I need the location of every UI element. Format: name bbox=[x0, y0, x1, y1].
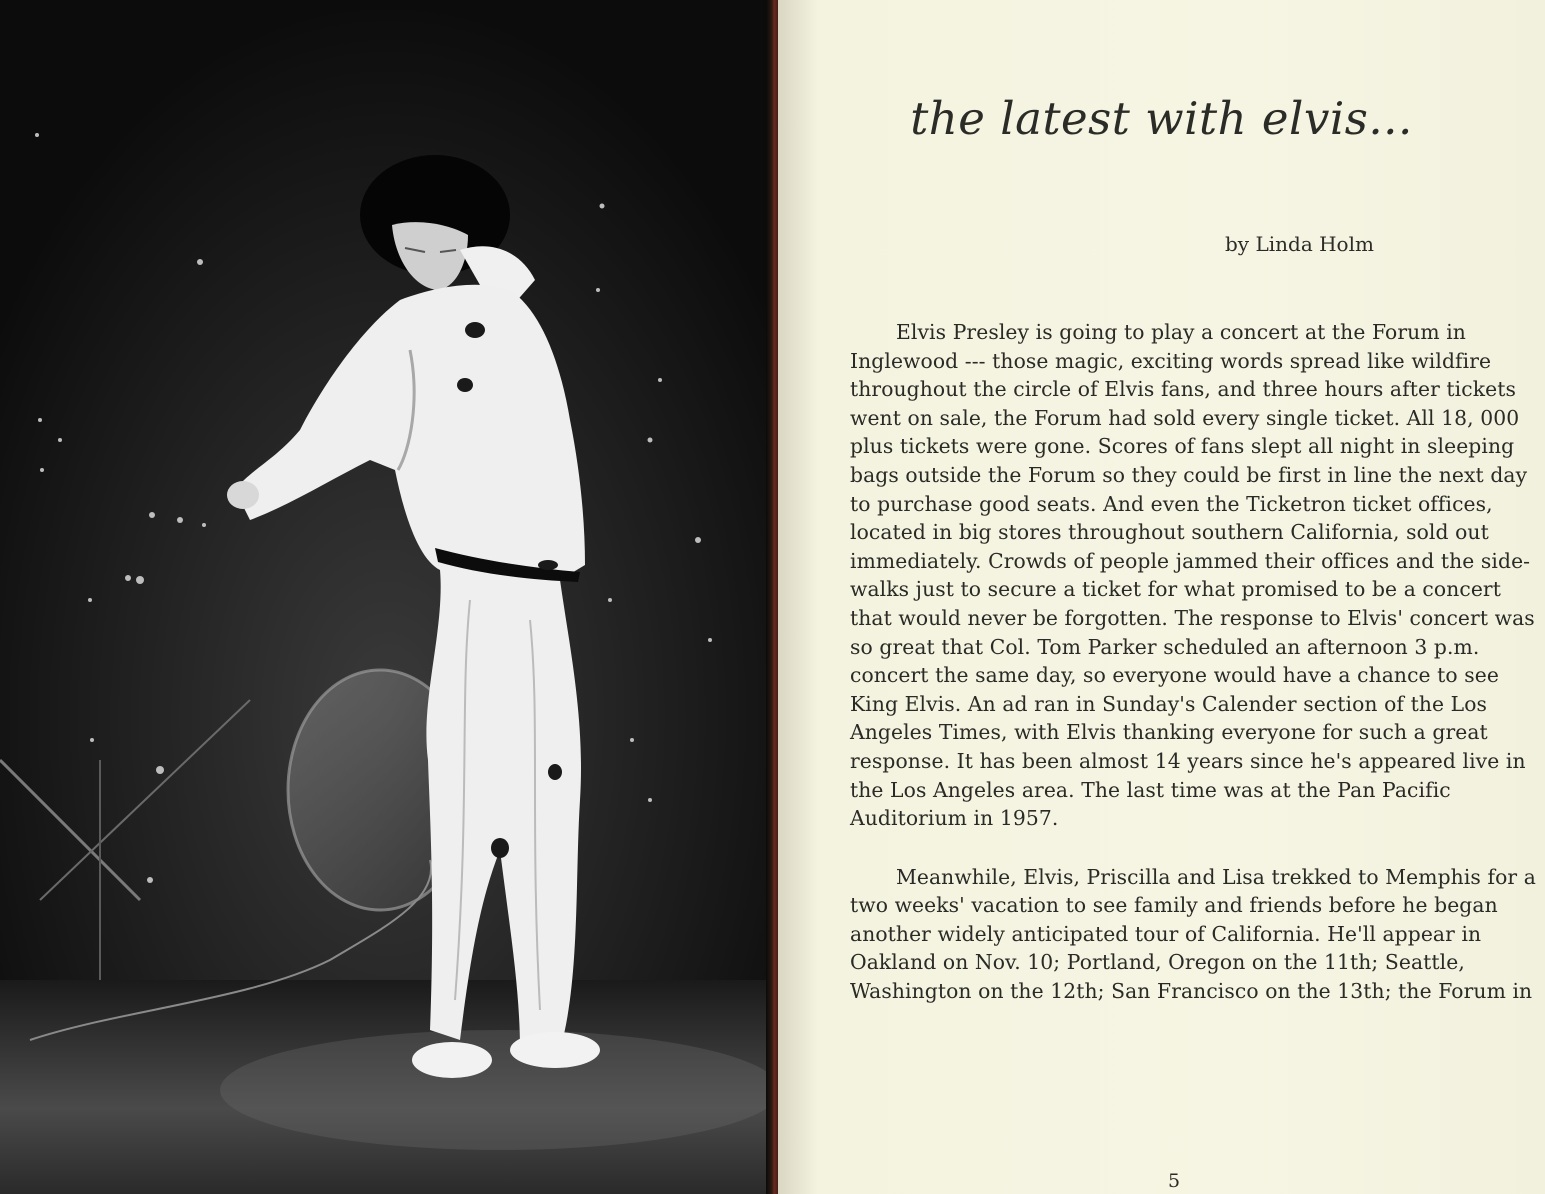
article-byline: by Linda Holm bbox=[1225, 232, 1374, 256]
page-number: 5 bbox=[1168, 1170, 1181, 1192]
text-page bbox=[778, 0, 1545, 1194]
article-paragraph: Elvis Presley is going to play a concert at the Forum in Inglewood --- those magic, exciting words spread like wildfire throughout the circle of Elvis fans, and three hours after tickets went on sale, the Forum had sold every single ticket. All 18, 000 plus tickets were gone. Scores of fans slept all night in sleeping bags outside the Forum so they could be first in line the next day to purchase good seats. And even the Ticketron ticket offices, located in big stores throughout southern California, sold out immediately. Crowds of people jammed their offices and the side-walks just to secure a ticket for what promised to be a concert that would never be forgotten. The response to Elvis' concert was so great that Col. Tom Parker scheduled an afternoon 3 p.m. concert the same day, so everyone would have a chance to see King Elvis. An ad ran in Sunday's Calender section of the Los Angeles Times, with Elvis thanking everyone for such a great response. It has been almost 14 years since he's appeared live in the Los Angeles area. The last time was at the Pan Pacific Auditorium in 1957. bbox=[850, 320, 1535, 831]
article-title: the latest with elvis... bbox=[910, 92, 1413, 145]
article-body bbox=[850, 318, 1540, 1006]
article-paragraph: Meanwhile, Elvis, Priscilla and Lisa trekked to Memphis for a two weeks' vacation to see family and friends before he began another widely anticipated tour of California. He'll appear in Oakland on Nov. 10; Portland, Oregon on the 11th; Seattle, Washington on the 12th; San Francisco on the 13th; the Forum in bbox=[850, 864, 1536, 1004]
